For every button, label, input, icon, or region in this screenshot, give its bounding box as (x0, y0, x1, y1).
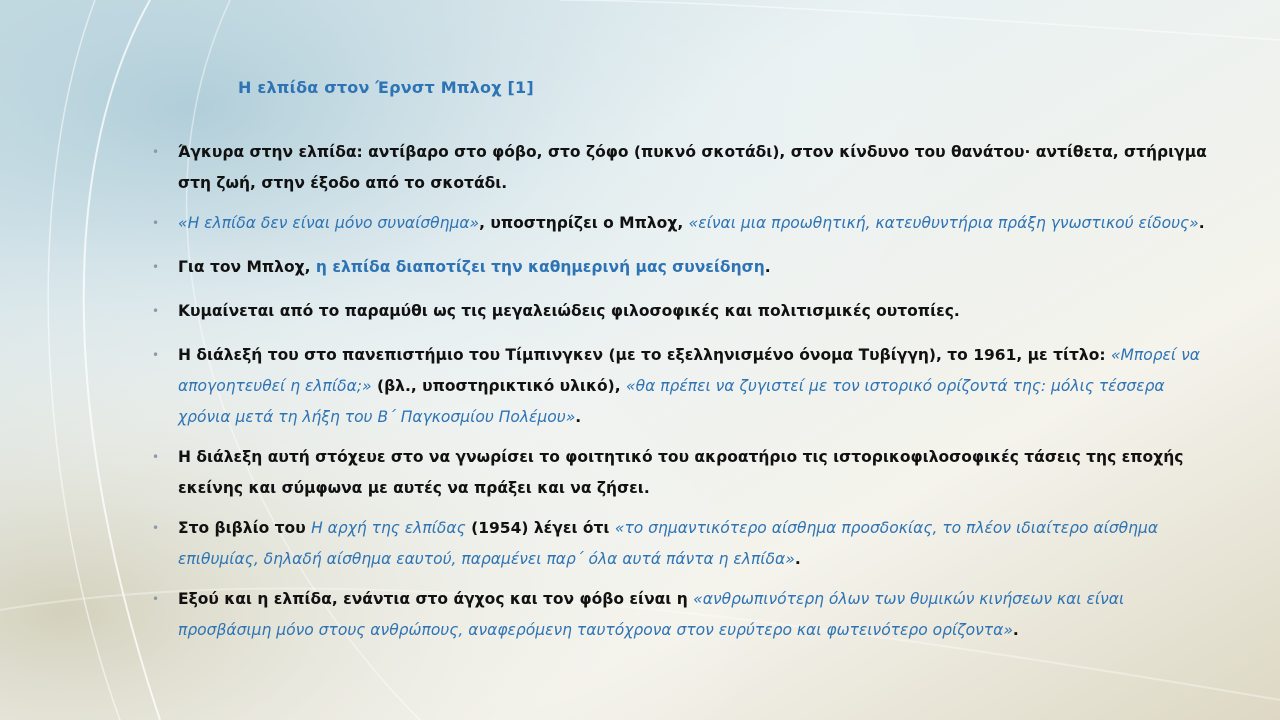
bullet-text: Στο βιβλίο του (178, 519, 312, 537)
bullet-marker: • (152, 260, 160, 274)
bullet-item (152, 208, 1212, 239)
bullet-item (152, 137, 1212, 199)
bullet-marker: • (152, 592, 160, 606)
bullet-text: . (794, 550, 801, 568)
bullet-text: Για τον Μπλοχ, (178, 258, 316, 276)
quote-text: «θα πρέπει να ζυγιστεί με τον ιστορικό ορίζοντά της: μόλις τέσσερα χρόνια μετά τη λήξη του Β΄ Παγκοσμίου Πολέμου» (178, 377, 1165, 426)
bullet-marker: • (152, 348, 160, 362)
bullet-text: Άγκυρα στην ελπίδα: αντίβαρο στο φόβο, στο ζόφο (πυκνό σκοτάδι), στον κίνδυνο του θανάτου· αντίθετα, στήριγμα στη ζωή, στην έξοδο από το σκοτάδι. (178, 143, 1207, 192)
highlight-text: η ελπίδα διαποτίζει την καθημερινή μας συνείδηση (315, 258, 765, 276)
bullet-item (152, 442, 1212, 504)
quote-text: «ανθρωπινότερη όλων των θυμικών κινήσεων και είναι προσβάσιμη μόνο στους ανθρώπους, αναφερόμενη ταυτόχρονα στον ευρύτερο και φωτεινότερο ορίζοντα» (178, 590, 1125, 639)
bullet-text: . (764, 258, 771, 276)
quote-text: «Η ελπίδα δεν είναι μόνο συναίσθημα» (178, 214, 480, 232)
bullet-text: Η διάλεξή του στο πανεπιστήμιο του Τίμπινγκεν (με το εξελληνισμένο όνομα Τυβίγγη), το 1961, με τίτλο: (178, 346, 1111, 364)
bullet-marker: • (152, 521, 160, 535)
quote-text: «είναι μια προωθητική, κατευθυντήρια πράξη γνωστικού είδους» (688, 214, 1199, 232)
bullet-text: Η διάλεξη αυτή στόχευε στο να γνωρίσει το φοιτητικό του ακροατήριο τις ιστορικοφιλοσοφικές τάσεις της εποχής εκείνης και σύμφωνα με αυτές να πράξει και να ζήσει. (178, 448, 1184, 497)
bullet-item (152, 340, 1212, 433)
bullet-text: (1954) λέγει ότι (465, 519, 615, 537)
bullet-text: . (575, 408, 582, 426)
bullet-list (152, 137, 1212, 659)
bullet-item (152, 296, 1212, 327)
bullet-item (152, 252, 1212, 283)
bullet-item (152, 584, 1212, 646)
book-title-text: Η αρχή της ελπίδας (311, 519, 466, 537)
slide-title: Η ελπίδα στον Έρνστ Μπλοχ [1] (238, 78, 534, 97)
bullet-text: . (1198, 214, 1205, 232)
bullet-text: Εξού και η ελπίδα, ενάντια στο άγχος και τον φόβο είναι η (178, 590, 694, 608)
bullet-text: (βλ., υποστηρικτικό υλικό), (371, 377, 627, 395)
bullet-text: . (1012, 621, 1019, 639)
quote-text: «Μπορεί να απογοητευθεί η ελπίδα;» (178, 346, 1200, 395)
bullet-marker: • (152, 216, 160, 230)
bullet-text: Κυμαίνεται από το παραμύθι ως τις μεγαλειώδεις φιλοσοφικές και πολιτισμικές ουτοπίες. (178, 302, 960, 320)
quote-text: «το σημαντικότερο αίσθημα προσδοκίας, το πλέον ιδιαίτερο αίσθημα επιθυμίας, δηλαδή αίσθημα εαυτού, παραμένει παρ΄ όλα αυτά πάντα η ελπίδα» (178, 519, 1159, 568)
bullet-marker: • (152, 304, 160, 318)
bullet-text: , υποστηρίζει ο Μπλοχ, (479, 214, 689, 232)
bullet-marker: • (152, 450, 160, 464)
bullet-marker: • (152, 145, 160, 159)
bullet-item (152, 513, 1212, 575)
